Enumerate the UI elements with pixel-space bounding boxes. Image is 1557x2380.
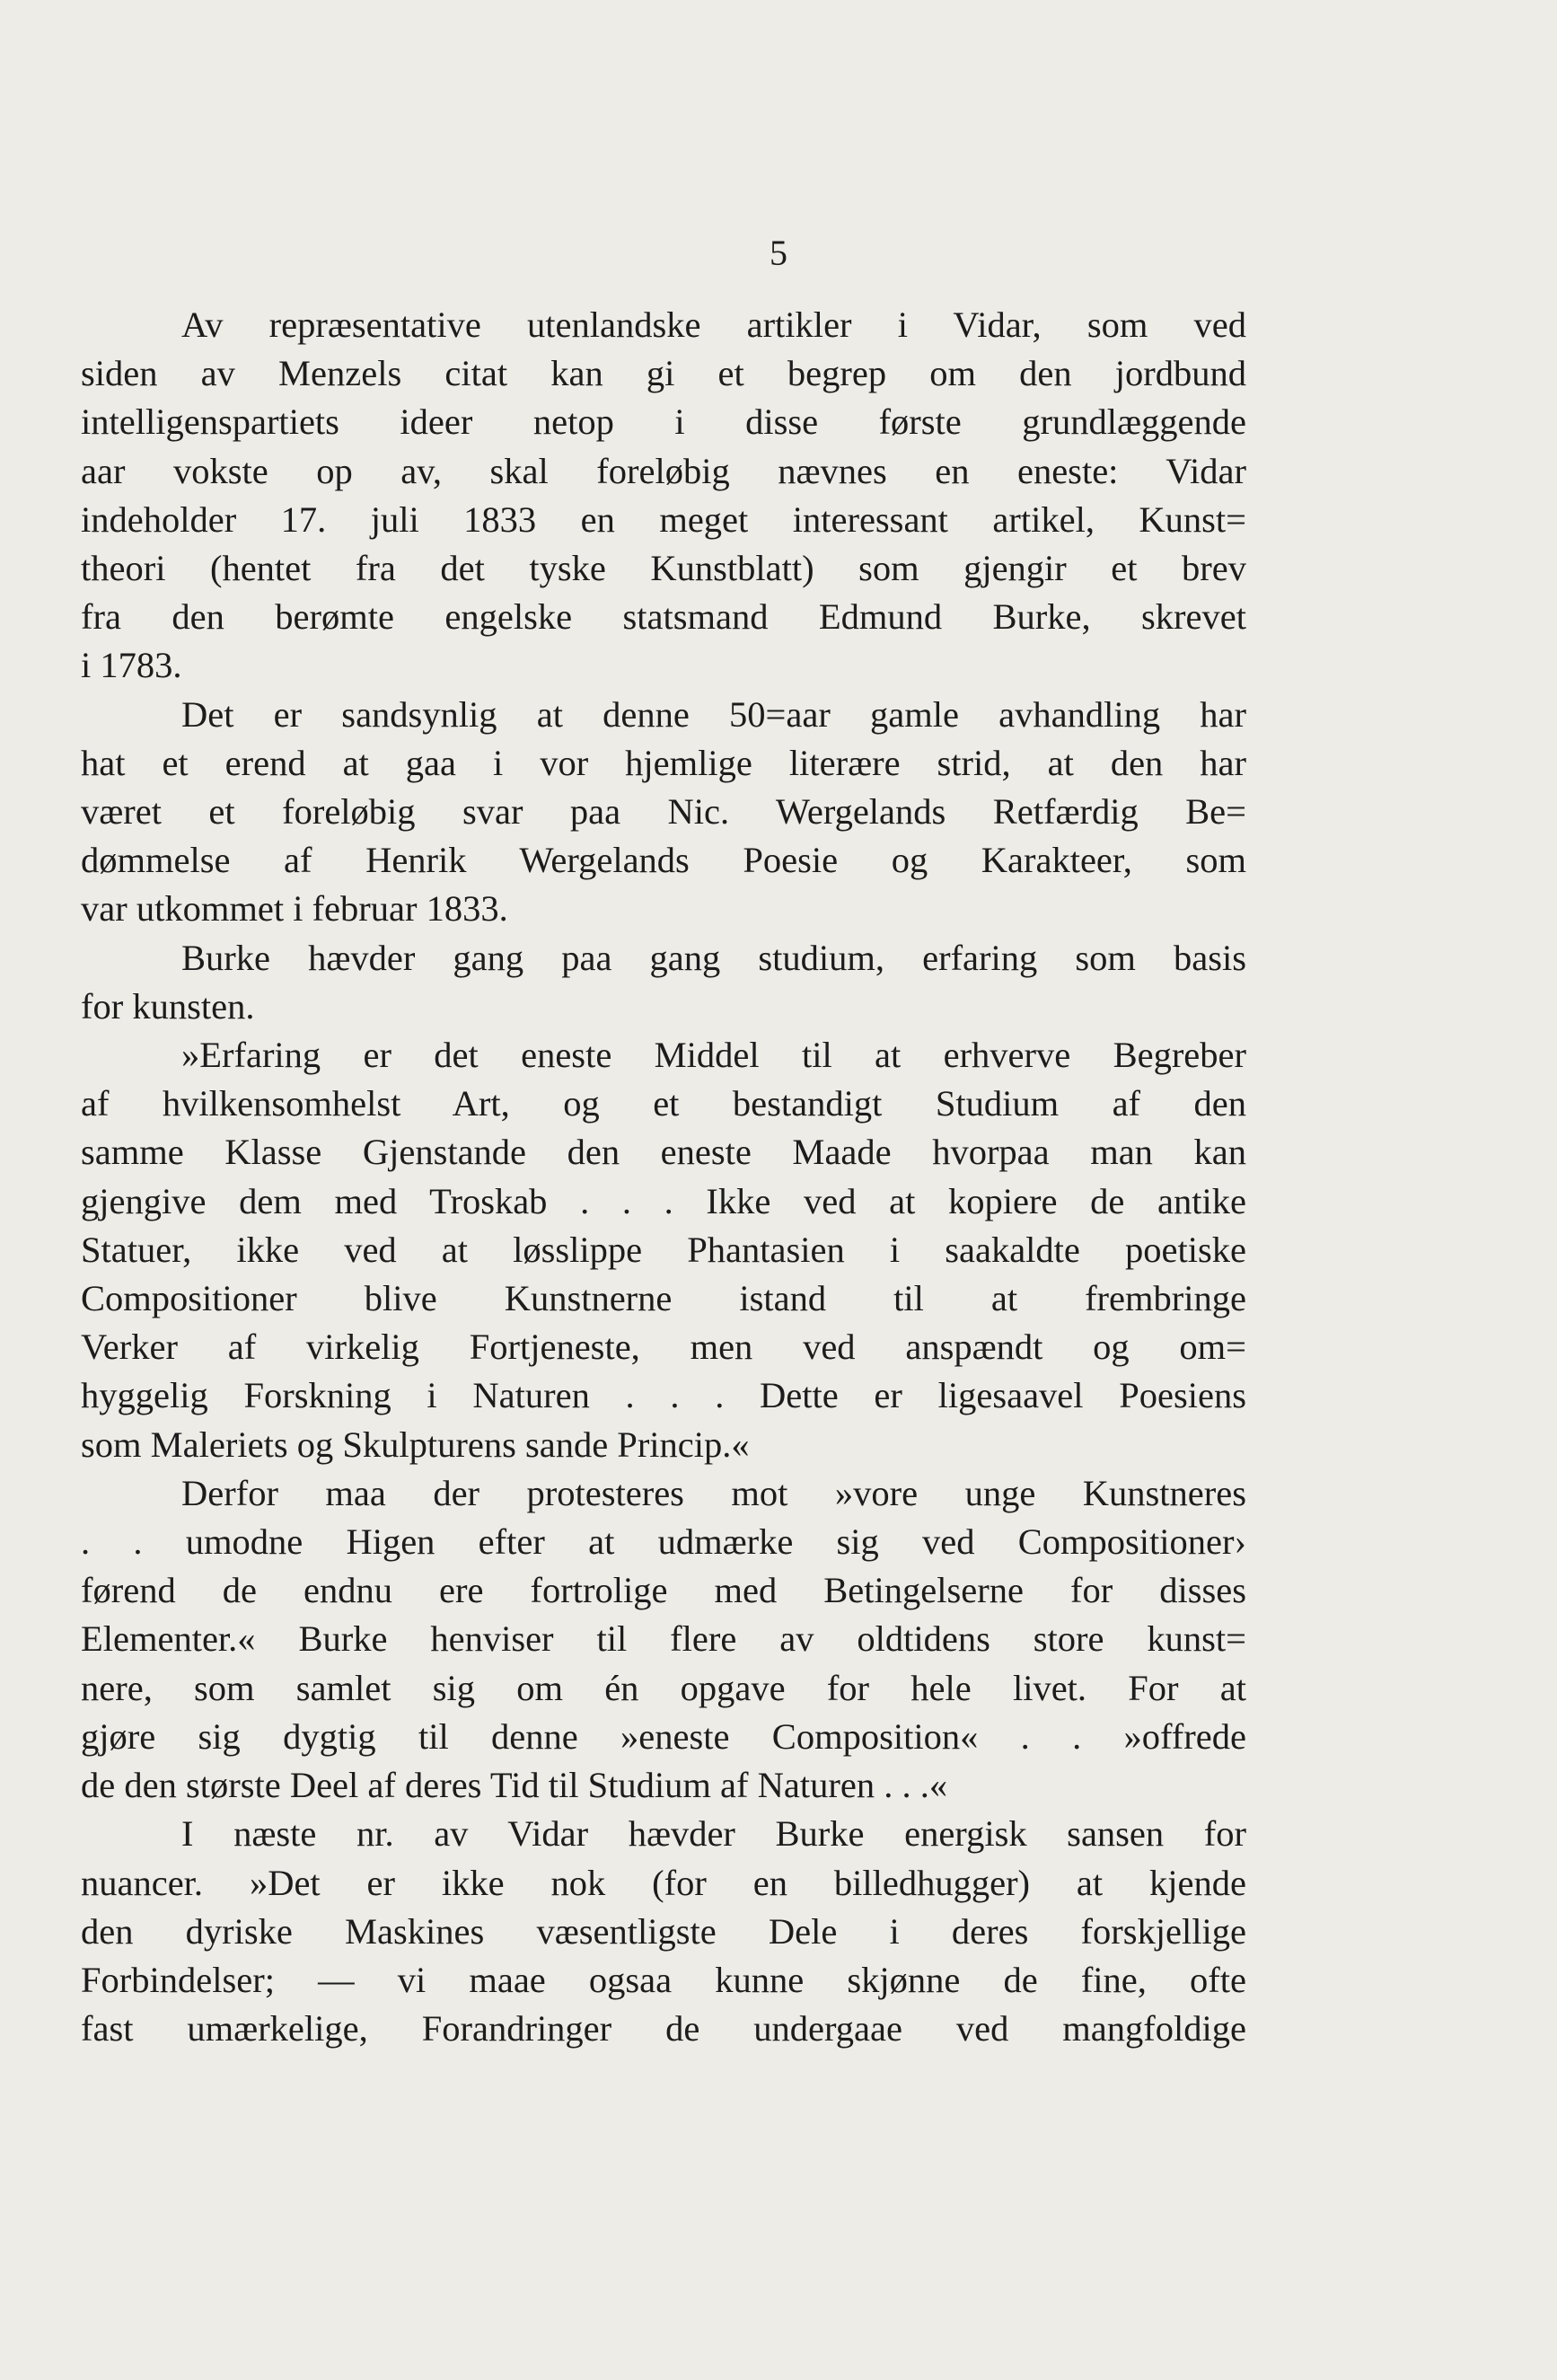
body-text <box>81 301 1246 2053</box>
text-line: indeholder 17. juli 1833 en meget interessant artikel, Kunst= <box>81 498 1246 540</box>
text-line: Compositioner blive Kunstnerne istand til at frembringe <box>81 1278 1246 1319</box>
text-line: dømmelse af Henrik Wergelands Poesie og Karakteer, som <box>81 840 1246 881</box>
paragraph-1 <box>81 301 1246 691</box>
text-line: . . umodne Higen efter at udmærke sig ved Compositioner› <box>81 1521 1246 1563</box>
text-line: været et foreløbig svar paa Nic. Wergelands Retfærdig Be= <box>81 791 1246 833</box>
text-line: de den største Deel af deres Tid til Studium af Naturen . . .« <box>81 1765 948 1806</box>
text-line: af hvilkensomhelst Art, og et bestandigt Studium af den <box>81 1083 1246 1124</box>
text-line: »Erfaring er det eneste Middel til at erhverve Begreber <box>181 1035 1246 1076</box>
text-line: fra den berømte engelske statsmand Edmund Burke, skrevet <box>81 596 1246 638</box>
text-line: nere, som samlet sig om én opgave for hele livet. For at <box>81 1667 1246 1708</box>
text-line: aar vokste op av, skal foreløbig nævnes en eneste: Vidar <box>81 450 1246 491</box>
text-line: førend de endnu ere fortrolige med Betingelserne for disses <box>81 1570 1246 1611</box>
text-line: nuancer. »Det er ikke nok (for en billedhugger) at kjende <box>81 1862 1246 1903</box>
text-line: Statuer, ikke ved at løsslippe Phantasien i saakaldte poetiske <box>81 1229 1246 1270</box>
paragraph-4 <box>81 1031 1246 1469</box>
paragraph-2 <box>81 691 1246 934</box>
text-line: i 1783. <box>81 645 182 686</box>
text-line: siden av Menzels citat kan gi et begrep om den jordbund <box>81 353 1246 394</box>
page-number: 5 <box>770 233 787 273</box>
text-line: som Maleriets og Skulpturens sande Princip.« <box>81 1424 750 1465</box>
text-line: hat et erend at gaa i vor hjemlige literære strid, at den har <box>81 742 1246 783</box>
text-line: Derfor maa der protesteres mot »vore unge Kunstneres <box>181 1472 1246 1513</box>
text-line: gjengive dem med Troskab . . . Ikke ved at kopiere de antike <box>81 1180 1246 1221</box>
text-line: samme Klasse Gjenstande den eneste Maade hvorpaa man kan <box>81 1132 1246 1173</box>
text-line: fast umærkelige, Forandringer de undergaae ved mangfoldige <box>81 2008 1246 2049</box>
text-line: Verker af virkelig Fortjeneste, men ved anspændt og om= <box>81 1327 1246 1368</box>
paragraph-3 <box>81 934 1246 1031</box>
paragraph-5 <box>81 1469 1246 1810</box>
text-line: Det er sandsynlig at denne 50=aar gamle avhandling har <box>181 693 1246 735</box>
text-line: den dyriske Maskines væsentligste Dele i deres forskjellige <box>81 1910 1246 1952</box>
text-line: Av repræsentative utenlandske artikler i Vidar, som ved <box>181 304 1246 345</box>
text-line: hyggelig Forskning i Naturen . . . Dette er ligesaavel Poesiens <box>81 1375 1246 1416</box>
text-line: theori (hentet fra det tyske Kunstblatt) som gjengir et brev <box>81 548 1246 589</box>
text-line: var utkommet i februar 1833. <box>81 888 508 930</box>
text-line: Elementer.« Burke henviser til flere av oldtidens store kunst= <box>81 1618 1246 1660</box>
text-line: I næste nr. av Vidar hævder Burke energisk sansen for <box>181 1813 1246 1855</box>
text-line: Forbindelser; — vi maae ogsaa kunne skjønne de fine, ofte <box>81 1959 1246 2000</box>
text-line: gjøre sig dygtig til denne »eneste Composition« . . »offrede <box>81 1715 1246 1757</box>
text-line: for kunsten. <box>81 985 255 1027</box>
paragraph-6 <box>81 1810 1246 2053</box>
text-line: intelligenspartiets ideer netop i disse første grundlæggende <box>81 401 1246 443</box>
text-line: Burke hævder gang paa gang studium, erfaring som basis <box>181 937 1246 978</box>
